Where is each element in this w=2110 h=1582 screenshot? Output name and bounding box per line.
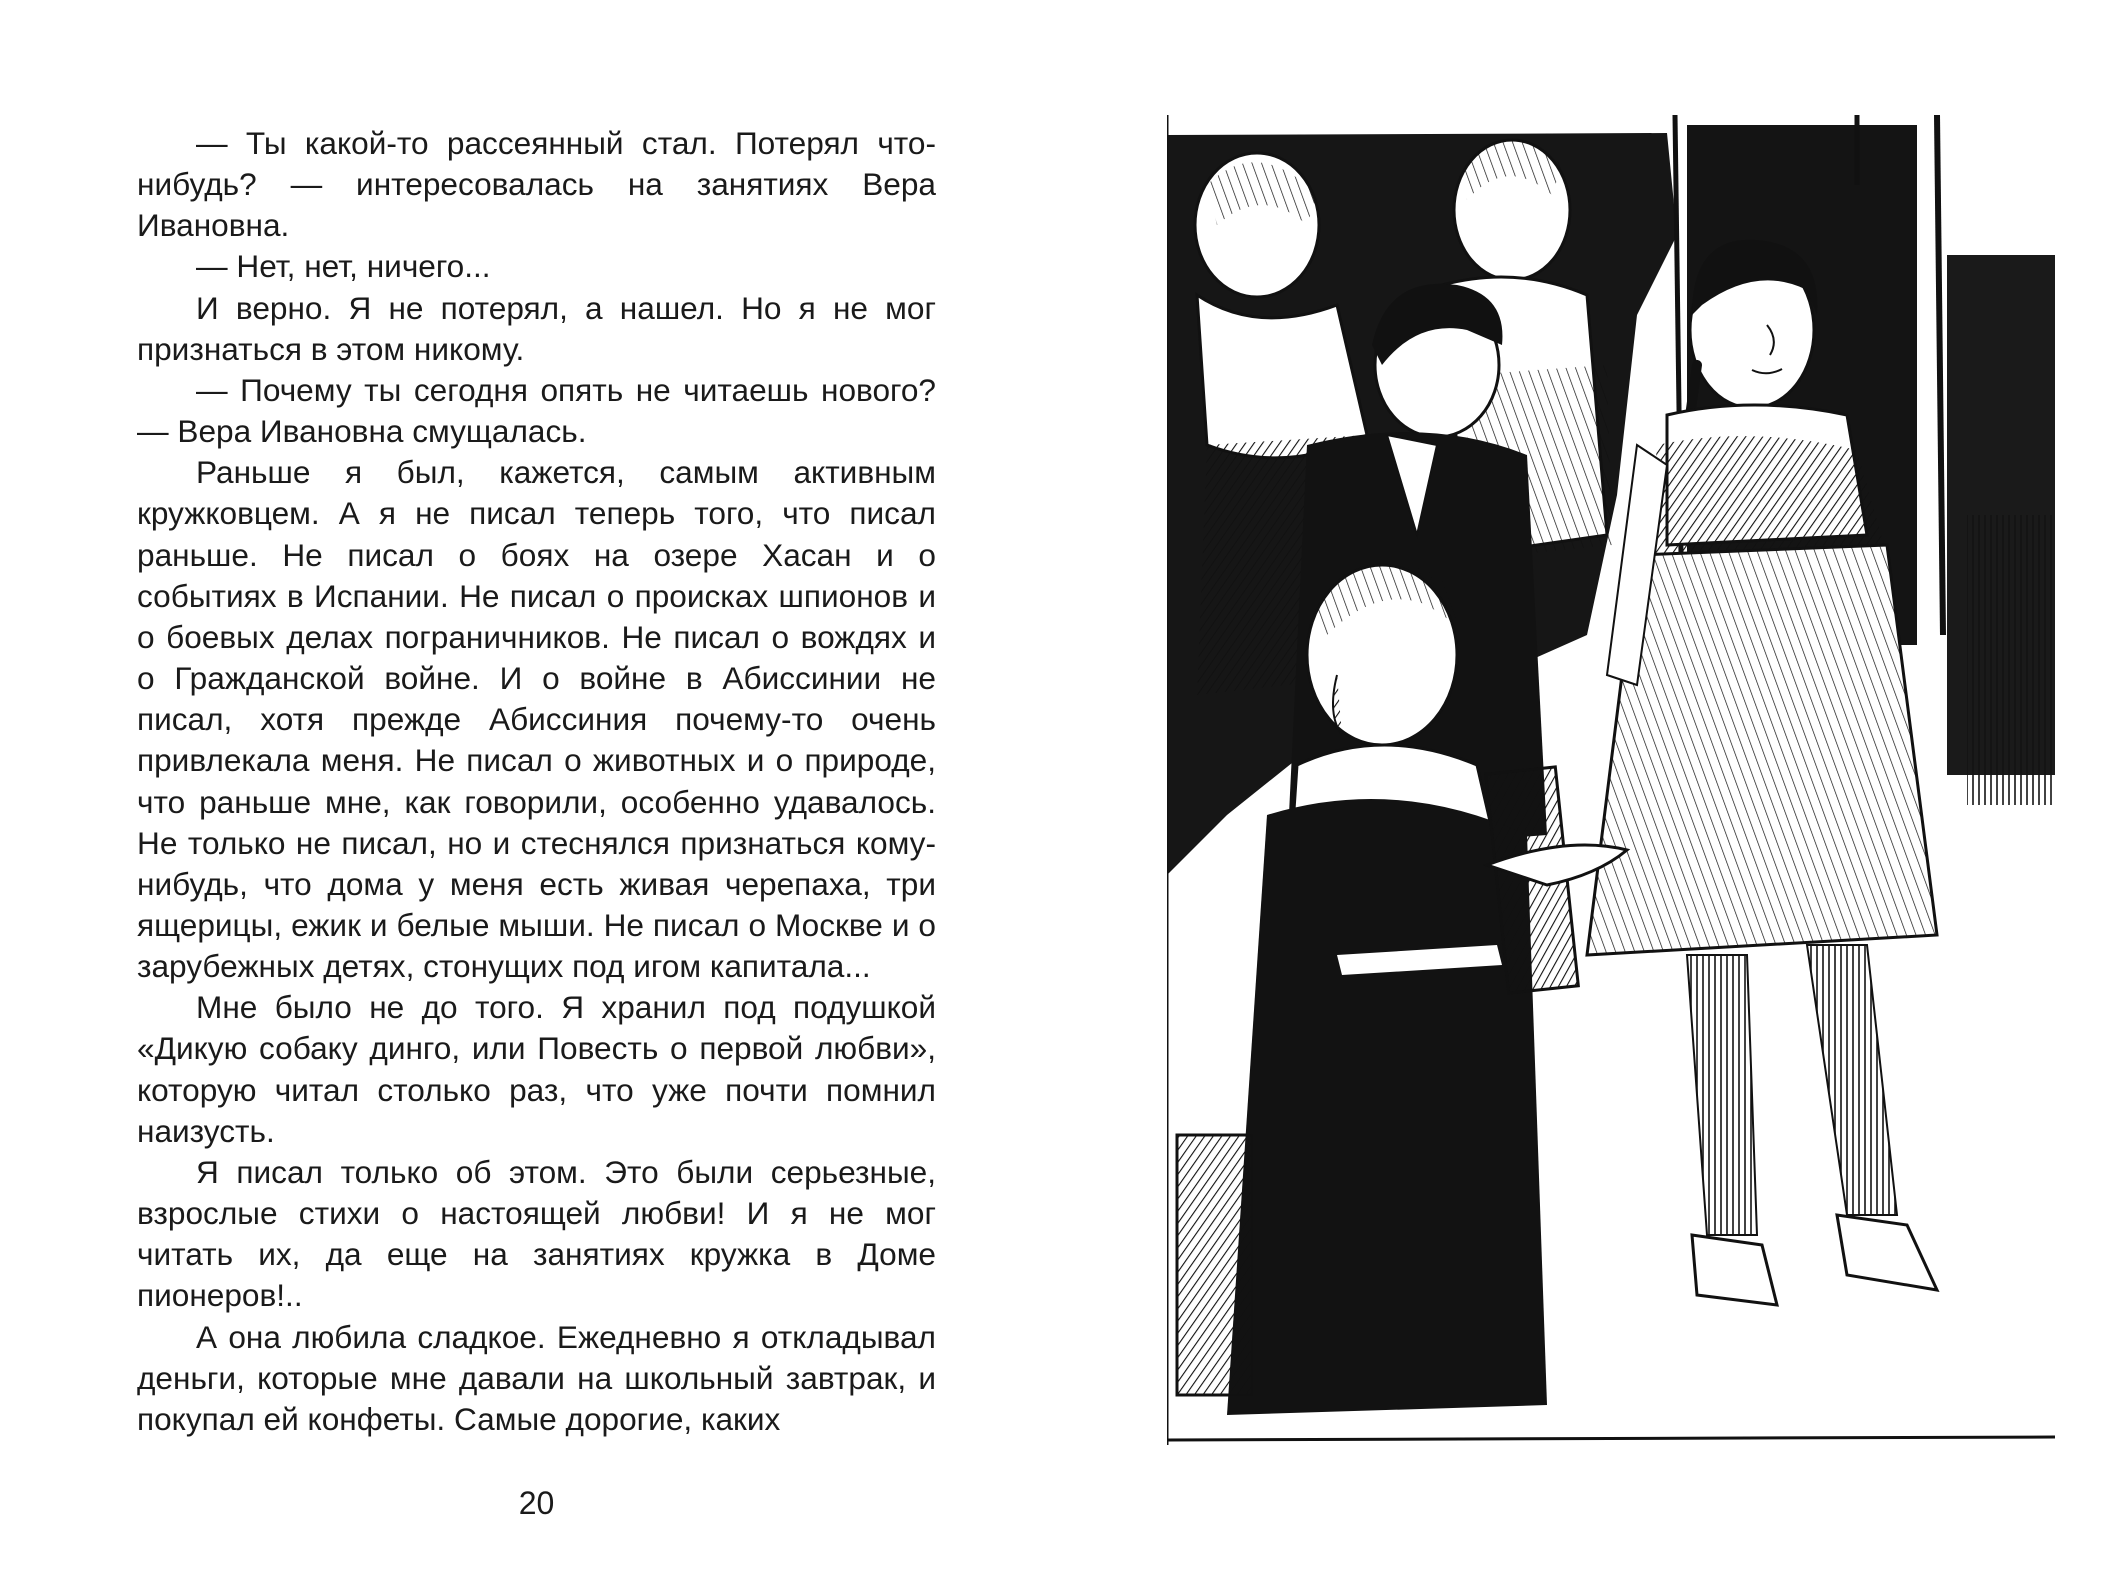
paragraph: Я писал только об этом. Это были серьезные, взрослые стихи о настоящей любви! И я не мог читать их, да еще на занятиях кружка в Доме пионеров!.. <box>137 1153 936 1314</box>
paragraph: — Нет, нет, ничего... <box>196 248 491 285</box>
page-number: 20 <box>518 1485 555 1521</box>
ink-drawing <box>1167 115 2055 1445</box>
paragraph: — Почему ты сегодня опять не читаешь нового? — Вера Ивановна смущалась. <box>137 371 936 450</box>
girl-left-collar <box>1197 295 1367 458</box>
body-text <box>137 123 936 1440</box>
paragraph: И верно. Я не потерял, а нашел. Но я не мог признаться в этом никому. <box>137 289 936 367</box>
paragraph: Мне было не до того. Я хранил под подушкой «Дикую собаку динго, или Повесть о первой любви», которую читал столько раз, что уже почти помнил наизусть. <box>137 989 936 1149</box>
boy-front-satchel <box>1177 1135 1252 1395</box>
paragraph: А она любила сладкое. Ежедневно я откладывал деньги, которые мне давали на школьный завтрак, и покупал ей конфеты. Самые дорогие, каких <box>137 1318 936 1437</box>
illustration-children-in-doorway <box>1167 115 2055 1445</box>
right-page <box>1055 0 2110 1582</box>
window-hatching <box>1967 515 2055 805</box>
paragraph: — Ты какой-то рассеянный стал. Потерял что-нибудь? — интересовалась на занятиях Вера Ивановна. <box>137 125 936 244</box>
paragraph: Раньше я был, кажется, самым активным кружковцем. А я не писал теперь того, что писал раньше. Не писал о боях на озере Хасан и о событиях в Испании. Не писал о происках шпионов и о боевых делах пограничников. Не писал о вождях и о Гражданской войне. И о войне в Абиссинии не писал, хотя прежде Абиссиния почему-то очень привлекала меня. Не писал о животных и о природе, что раньше мне, как говорили, особенно удавалось. Не только не писал, но и стеснялся признаться кому-нибудь, что дома у меня есть живая черепаха, три ящерицы, ежик и белые мыши. Не писал о Москве и о зарубежных детях, стонущих под игом капитала... <box>137 454 936 985</box>
